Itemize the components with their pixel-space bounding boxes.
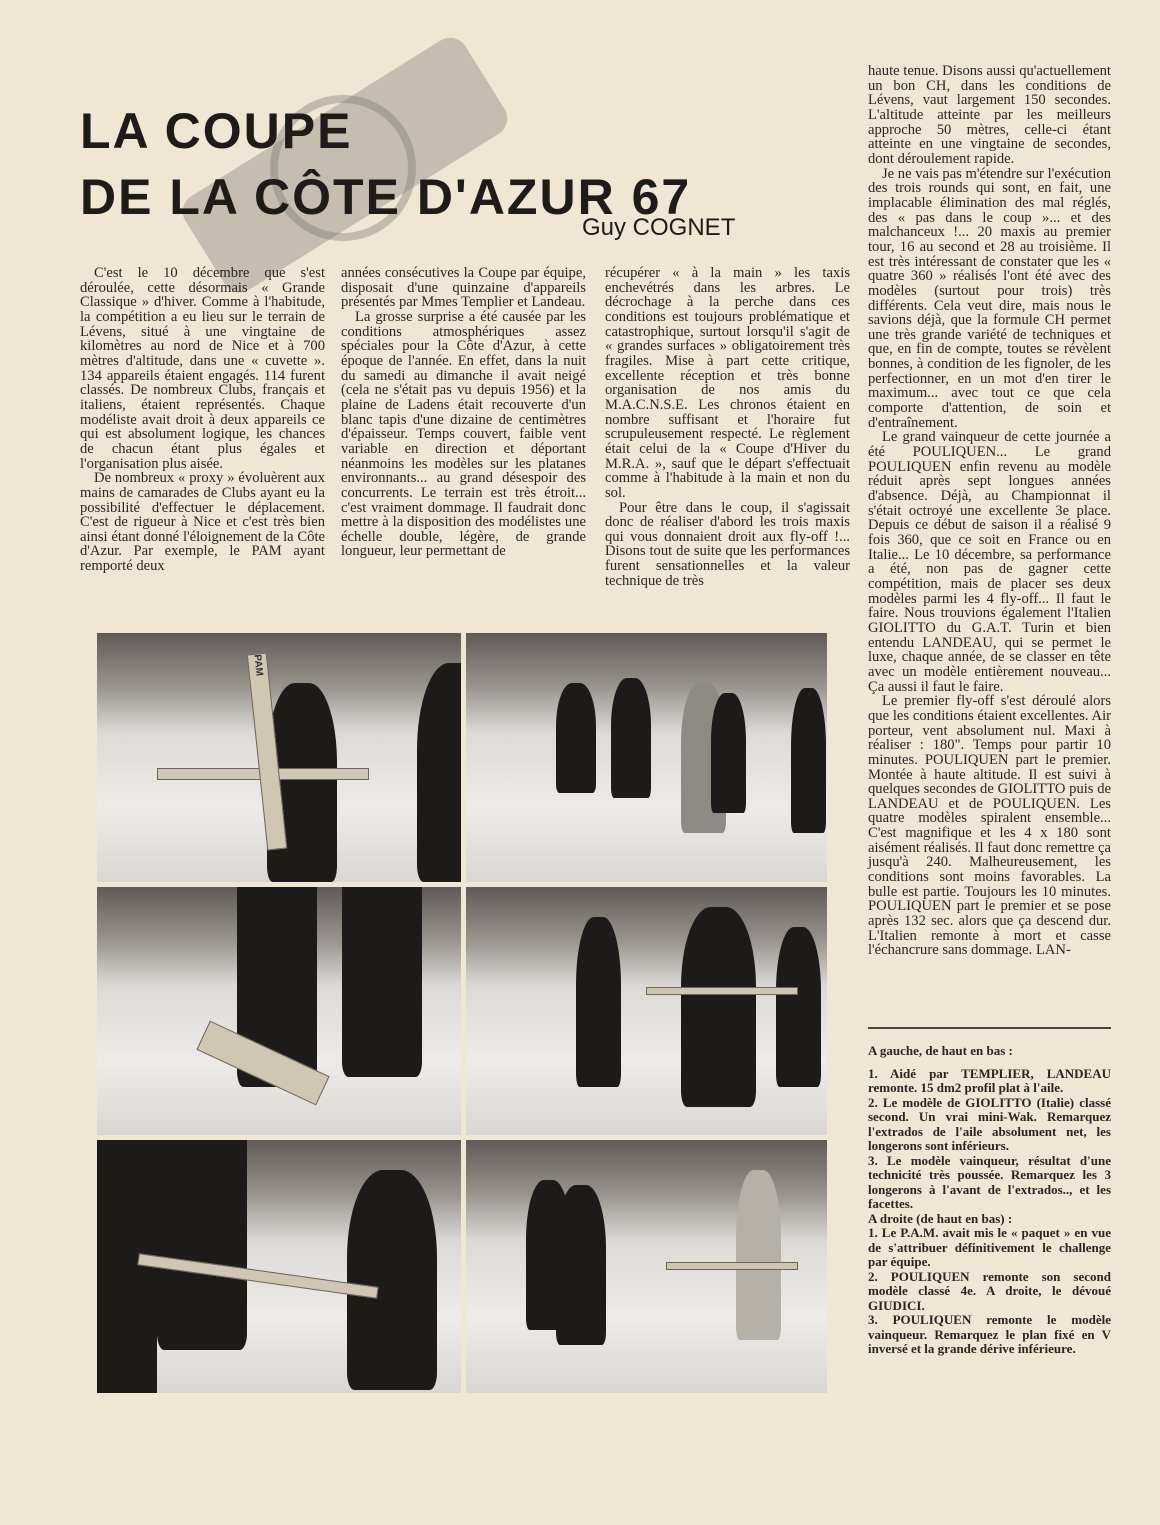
paragraph: Je ne vais pas m'étendre sur l'exécution des trois rounds qui sont, en fait, une implacable élimination des mal réglés, des « pas dans le coup »... et des malchanceux !... 20 maxis au premier tour, 16 au second et 28 au troisième. Il est très intéressant de constater que les « quatre 360 » réalisés l'ont été avec des modèles (surtout pour trois) très différents. Cela veut dire, mais nous le savions déjà, que la formule CH permet une très grande variété de techniques et que, en fin de compte, toutes se révèlent bonnes, à condition de les fignoler, de les perfectionner, en un mot d'en tirer le maximum... avec tout ce que cela comporte d'attention, de soin et d'entraînement.	[868, 165, 1111, 431]
paragraph: De nombreux « proxy » évoluèrent aux mains de camarades de Clubs ayant eu la possibilité d'effectuer le déplacement. C'est de rigueur à Nice et c'est très bien ainsi étant donné l'éloignement de la Côte d'Azur. Par exemple, le PAM ayant remporté deux	[80, 470, 325, 575]
photo-left-1	[97, 633, 461, 882]
caption-item: 3. Le modèle vainqueur, résultat d'une technicité très poussée. Remarquez les 3 longerons à l'avant de l'extrados.., et les facettes.	[868, 1152, 1111, 1211]
paragraph: C'est le 10 décembre que s'est déroulée, cette désormais « Grande Classique » d'hiver. Comme à l'habitude, la compétition a eu lieu sur le terrain de Lévens, situé à une vingtaine de kilomètres au nord de Nice et à 700 mètres d'altitude, dans une « cuvette ». 134 appareils étaient engagés. 114 furent classés. De nombreux Clubs, français et italiens, étaient représentés. Chaque modéliste avait droit à deux appareils ce qui est absolument logique, les chances de chacun étant plus égales et l'organisation plus aisée.	[80, 265, 325, 472]
photo-left-2	[97, 887, 461, 1135]
caption-heading-right: A droite (de haut en bas) :	[868, 1210, 1013, 1226]
caption-item: 1. Aidé par TEMPLIER, LANDEAU remonte. 15 dm2 profil plat à l'aile.	[868, 1065, 1111, 1095]
paragraph: Le grand vainqueur de cette journée a été POULIQUEN... Le grand POULIQUEN enfin revenu au modèle réduit après sept longues années d'absence. Déjà, au Championnat il s'était octroyé une excellente 3e place. Depuis ce début de saison il a réalisé 9 fois 360, que ce soit en France ou en Italie... Le 10 décembre, sa performance a été, non pas de gagner cette compétition, mais de placer ses deux modèles parmi les 4 fly-off... Il faut le faire. Nous trouvions également l'Italien GIOLITTO du G.A.T. Turin et bien entendu LANDEAU, qui se permet le luxe, chaque année, de se classer en tête avec un modèle entièrement nouveau... Ça aussi il faut le faire.	[868, 429, 1111, 695]
article-title-line-2: DE LA CÔTE D'AZUR 67	[80, 168, 692, 225]
caption-divider	[868, 1027, 1111, 1029]
photo-captions	[868, 1044, 1111, 1357]
photo-right-1	[466, 633, 827, 882]
paragraph: haute tenue. Disons aussi qu'actuellement un bon CH, dans les conditions de Lévens, vaut largement 150 secondes. L'altitude atteinte par les meilleurs approche 50 mètres, celle-ci étant atteinte en une vingtaine de secondes, dont déroulement rapide.	[868, 63, 1111, 167]
paragraph: années consécutives la Coupe par équipe, disposait d'une quinzaine d'appareils présentés par Mmes Templier et Landeau.	[341, 265, 586, 311]
text-column-2	[341, 266, 586, 559]
paragraph: récupérer « à la main » les taxis enchevétrés dans les arbres. Le décrochage à la perche dans ces conditions est toujours problématique et catastrophique, surtout lorsqu'il s'agit de « grandes surfaces » obligatoirement très fragiles. Mise à part cette critique, excellente réception et très bonne organisation de nos amis du M.A.C.N.S.E. Les chronos étaient en nombre suffisant et l'horaire fut scrupuleusement respecté. Le règlement était celui de la « Coupe d'Hiver du M.R.A. », sauf que le départ s'effectuait comme à l'habitude à la main et non du sol.	[605, 265, 850, 501]
text-column-4	[868, 64, 1111, 958]
caption-item: 2. Le modèle de GIOLITTO (Italie) classé second. Un vrai mini-Wak. Remarquez l'extrados de l'aile absolument net, les longerons sont inférieurs.	[868, 1094, 1111, 1153]
paragraph: Pour être dans le coup, il s'agissait donc de réaliser d'abord les trois maxis qui vous donnaient droit aux fly-off !... Disons tout de suite que les performances furent sensationnelles et la valeur technique de très	[605, 499, 850, 589]
caption-item: 1. Le P.A.M. avait mis le « paquet » en vue de s'attribuer définitivement le challenge par équipe.	[868, 1225, 1111, 1269]
paragraph: La grosse surprise a été causée par les conditions atmosphériques assez spéciales pour la Côte d'Azur, à cette époque de l'année. En effet, dans la nuit du samedi au dimanche il avait neigé (cela ne s'était pas vu depuis 1956) et la plaine de Ladens était recouverte d'un blanc tapis d'une dizaine de centimètres d'épaisseur. Temps couvert, faible vent variable en direction et déportant néanmoins les modèles sur les platanes environnants... au grand désespoir des concurrents. Le terrain est très étroit... c'est vraiment dommage. Il faudrait donc mettre à la disposition des modélistes une échelle double, légère, de grande longueur, leur permettant de	[341, 308, 586, 560]
caption-item: 2. POULIQUEN remonte son second modèle classé 4e. A droite, le dévoué GIUDICI.	[868, 1268, 1111, 1313]
article-title-line-1: LA COUPE	[80, 102, 353, 159]
photo-right-3	[466, 1140, 827, 1393]
text-column-3	[605, 266, 850, 588]
watermark-stamp	[176, 31, 514, 299]
caption-item: 3. POULIQUEN remonte le modèle vainqueur. Remarquez le plan fixé en V inversé et la grande dérive inférieure.	[868, 1312, 1111, 1356]
paragraph: Le premier fly-off s'est déroulé alors que les conditions étaient excellentes. Air porteur, vent absolument nul. Maxi à réaliser : 180". Temps pour partir 10 minutes. POULIQUEN part le premier. Montée à haute altitude. Il est suivi à quelques secondes de GIOLITTO puis de LANDEAU et de POULIQUEN. Les quatre modèles spiralent ensemble... C'est magnifique et les 4 x 180 sont aisément réalisés. Il faut donc remettre ça jusqu'à 240. Malheureusement, les conditions sont moins favorables. La bulle est partie. Toujours les 10 minutes. POULIQUEN part le premier et se pose après 132 sec. alors que ça descend dur. L'Italien remonte à mort et casse l'échancrure sans dommage. LAN-	[868, 693, 1111, 959]
text-column-1	[80, 266, 325, 574]
article-byline: Guy COGNET	[582, 214, 736, 241]
photo-right-2	[466, 887, 827, 1135]
wing-label: PAM	[251, 653, 265, 677]
photo-left-3	[97, 1140, 461, 1393]
caption-heading-left: A gauche, de haut en bas :	[868, 1043, 1013, 1058]
